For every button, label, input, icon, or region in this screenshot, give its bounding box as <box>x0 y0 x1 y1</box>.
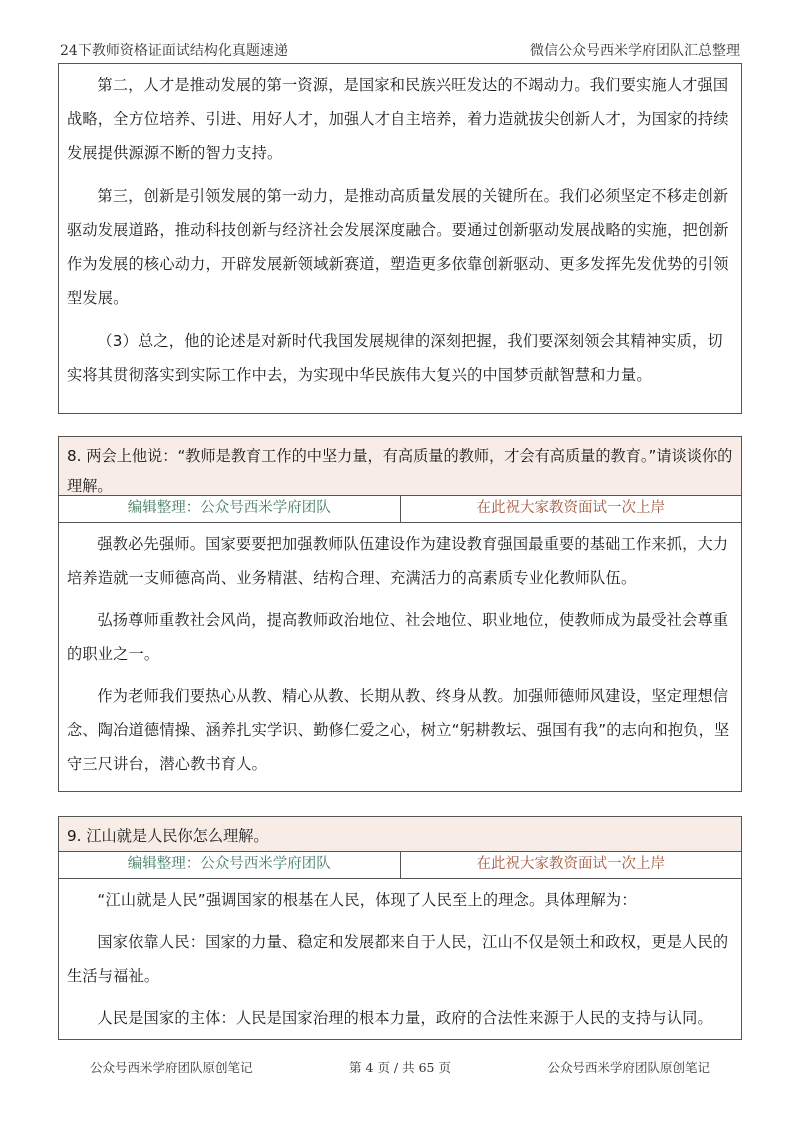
question-9-box <box>58 816 742 1040</box>
footer-left-note: 公众号西米学府团队原创笔记 <box>90 1060 253 1075</box>
footer-right-note: 公众号西米学府团队原创笔记 <box>547 1060 710 1075</box>
paragraph: 强教必先强师。国家要要把加强教师队伍建设作为建设教育强国最重要的基础工作来抓，大力培养造就一支师德高尚、业务精湛、结构合理、充满活力的高素质专业化教师队伍。 <box>67 535 729 587</box>
paragraph: “江山就是人民”强调国家的根基在人民，体现了人民至上的理念。具体理解为： <box>97 891 637 909</box>
question-9-text: 9. 江山就是人民你怎么理解。 <box>59 817 741 852</box>
paragraph: 弘扬尊师重教社会风尚，提高教师政治地位、社会地位、职业地位，使教师成为最受社会尊重的职业之一。 <box>67 611 729 663</box>
page-number: 第 4 页 / 共 65 页 <box>349 1060 451 1075</box>
answer-8 <box>59 523 741 781</box>
header-source: 微信公众号西米学府团队汇总整理 <box>530 43 740 59</box>
paragraph: 作为老师我们要热心从教、精心从教、长期从教、终身从教。加强师德师风建设，坚定理想信念、陶冶道德情操、涵养扎实学识、勤修仁爱之心，树立“躬耕教坛、强国有我”的志向和抱负，坚守三尺讲台，潜心教书育人。 <box>67 687 730 773</box>
question-8-box <box>58 436 742 792</box>
editor-credit: 编辑整理：公众号西米学府团队 <box>59 852 401 878</box>
answer-9 <box>59 879 741 1035</box>
header-title: 24下教师资格证面试结构化真题速递 <box>60 43 288 59</box>
paragraph: 第二，人才是推动发展的第一资源，是国家和民族兴旺发达的不竭动力。我们要实施人才强国战略，全方位培养、引进、用好人才，加强人才自主培养，着力造就拔尖创新人才，为国家的持续发展提供源源不断的智力支持。 <box>67 76 729 162</box>
editor-credit: 编辑整理：公众号西米学府团队 <box>59 496 401 522</box>
paragraph: （3）总之，他的论述是对新时代我国发展规律的深刻把握，我们要深刻领会其精神实质，切实将其贯彻落实到实际工作中去，为实现中华民族伟大复兴的中国梦贡献智慧和力量。 <box>67 332 723 384</box>
paragraph: 第三，创新是引领发展的第一动力，是推动高质量发展的关键所在。我们必须坚定不移走创新驱动发展道路，推动科技创新与经济社会发展深度融合。要通过创新驱动发展战略的实施，把创新作为发展的核心动力，开辟发展新领域新赛道，塑造更多依靠创新驱动、更多发挥先发优势的引领型发展。 <box>67 187 729 307</box>
answer-continuation-box <box>58 63 742 414</box>
paragraph: 人民是国家的主体：人民是国家治理的根本力量，政府的合法性来源于人民的支持与认同。 <box>97 1009 713 1027</box>
page-header <box>58 34 742 64</box>
wish-text: 在此祝大家教资面试一次上岸 <box>476 856 665 872</box>
question-8-text: 8. 两会上他说：“教师是教育工作的中坚力量，有高质量的教师，才会有高质量的教育。”请谈谈你的理解。 <box>59 437 741 496</box>
wish-text: 在此祝大家教资面试一次上岸 <box>476 500 665 516</box>
paragraph: 国家依靠人民：国家的力量、稳定和发展都来自于人民，江山不仅是领土和政权，更是人民的生活与福祉。 <box>67 933 729 985</box>
editor-row <box>59 496 741 523</box>
editor-row <box>59 852 741 879</box>
